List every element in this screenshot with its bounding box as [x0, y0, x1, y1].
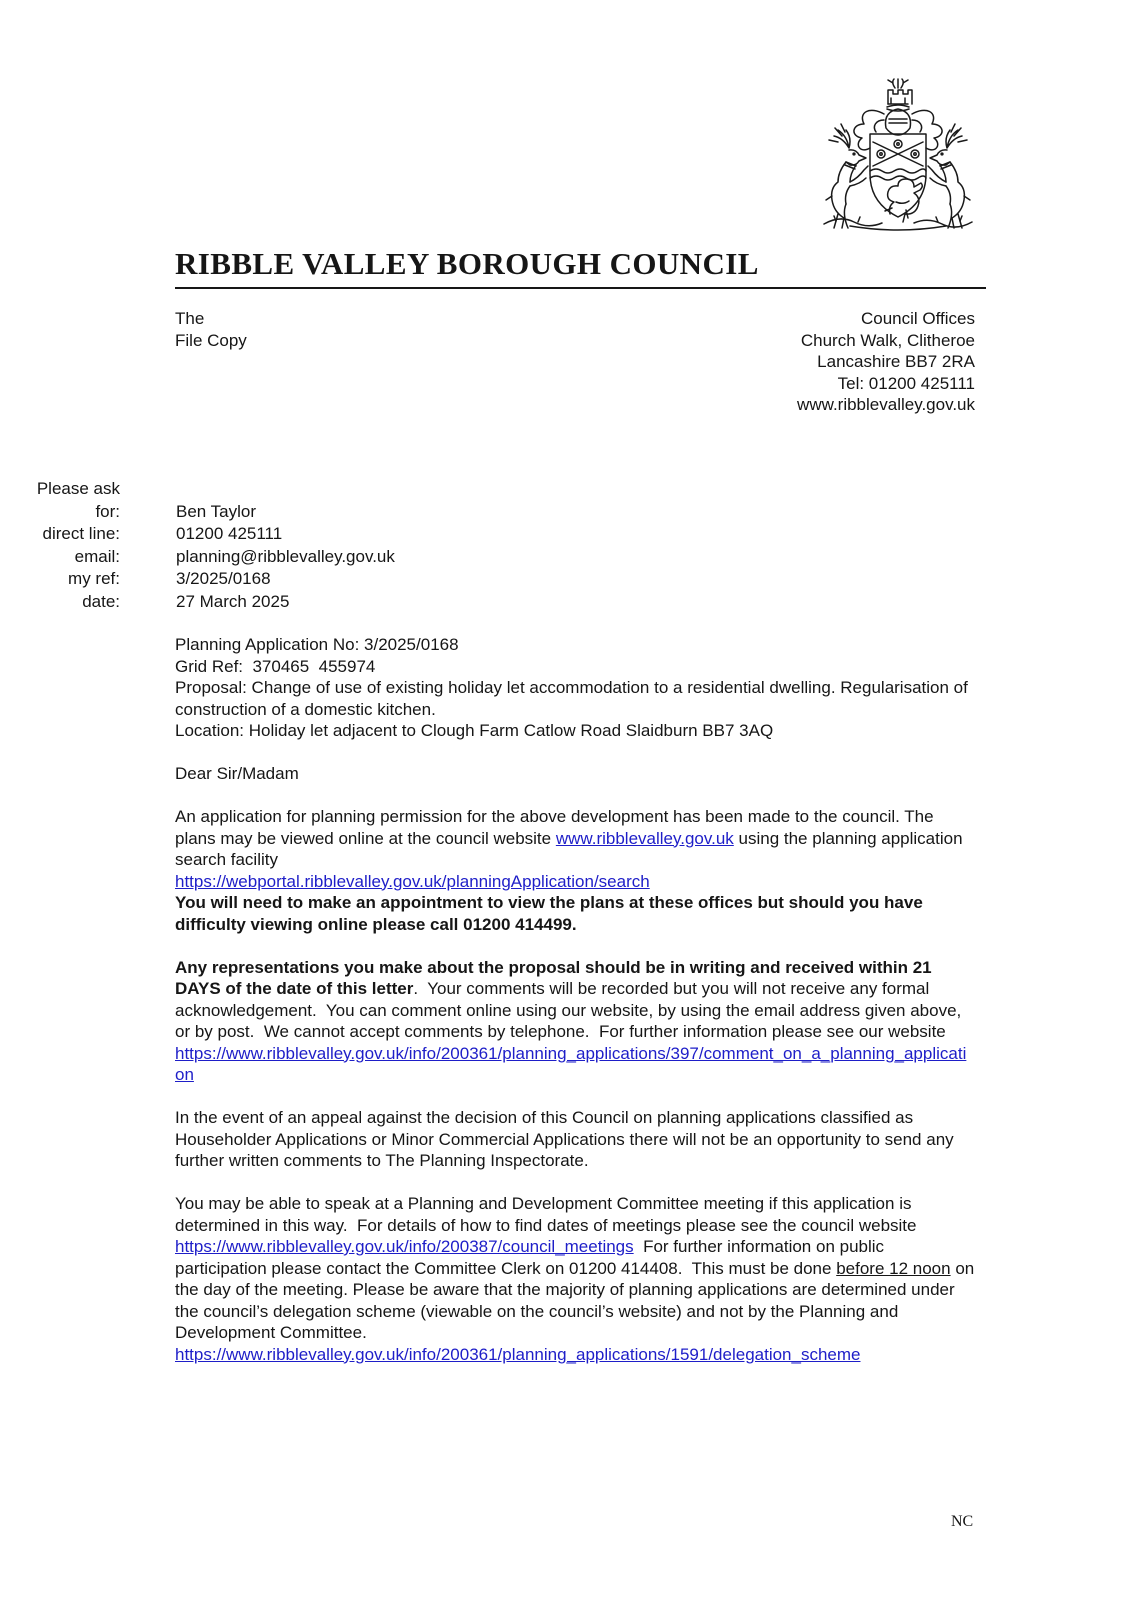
bold-text: You will need to make an appointment to view the plans at these offices but should you have difficulty viewing online please call 01200 414499. [175, 893, 928, 934]
info-label: Please ask [36, 479, 120, 498]
page-title: RIBBLE VALLEY BOROUGH COUNCIL [175, 246, 759, 281]
address-line: www.ribblevalley.gov.uk [797, 395, 975, 415]
paragraph [175, 1107, 975, 1172]
hyperlink[interactable]: www.ribblevalley.gov.uk [555, 828, 734, 848]
address-row [175, 308, 975, 416]
council-crest [792, 74, 1004, 246]
info-value-direct-line: 01200 425111 [176, 524, 283, 544]
info-value-email: planning@ribblevalley.gov.uk [176, 546, 395, 566]
body-text: Proposal: Change of use of existing holiday let accommodation to a residential dwelling. Regularisation of construction of a domestic kitchen. [175, 678, 973, 719]
info-row [30, 591, 395, 614]
info-row [30, 478, 395, 501]
info-label: direct line: [42, 524, 120, 544]
hyperlink[interactable]: https://www.ribblevalley.gov.uk/info/200361/planning_applications/1591/delegation_scheme [175, 1344, 861, 1364]
body-text: on the day of the meeting. Please be aware that the majority of planning applications are determined under the council’s delegation scheme (viewable on the council’s website) and not by the Planning and Development Committee. [175, 1258, 979, 1342]
file-copy-line: The [175, 309, 205, 328]
address-line: Church Walk, Clitheroe [800, 330, 975, 350]
body-text: using the planning application search facility [175, 828, 968, 869]
body-text: Dear Sir/Madam [175, 764, 299, 783]
hyperlink[interactable]: https://www.ribblevalley.gov.uk/info/200361/planning_applications/397/comment_on_a_planning_application [175, 1043, 967, 1084]
file-copy-label [175, 308, 247, 416]
info-label: my ref: [68, 569, 120, 589]
paragraph [175, 957, 975, 1086]
paragraph [175, 763, 975, 785]
paragraph [175, 634, 975, 742]
info-label: email: [74, 546, 120, 566]
paragraph [175, 1193, 979, 1365]
info-row [30, 501, 395, 524]
info-value-date: 27 March 2025 [176, 591, 290, 611]
paragraph [175, 806, 975, 935]
address-line: Lancashire BB7 2RA [817, 352, 975, 372]
body-text: Location: Holiday let adjacent to Clough Farm Catlow Road Slaidburn BB7 3AQ [175, 721, 774, 740]
underlined-text: before 12 noon [836, 1258, 951, 1278]
address-line: Council Offices [860, 309, 975, 328]
info-row [30, 546, 395, 569]
info-row [30, 568, 395, 591]
info-value-contact-name: Ben Taylor [176, 501, 257, 521]
info-label: for: [95, 501, 120, 521]
address-line: Tel: 01200 425111 [837, 373, 975, 393]
letterhead [175, 247, 986, 289]
hyperlink[interactable]: https://www.ribblevalley.gov.uk/info/200387/council_meetings [175, 1237, 634, 1256]
body-text: . Your comments will be recorded but you will not receive any formal acknowledgement. You can comment online using our website, by using the email address given above, or by post. We cannot accept comments by telephone. For further information please see our website [175, 979, 966, 1041]
body-text: An application for planning permission for the above development has been made to the council. The plans may be viewed online at the council website [175, 807, 939, 848]
body-text: Planning Application No: 3/2025/0168 [175, 635, 459, 654]
info-value-my-ref: 3/2025/0168 [176, 569, 271, 589]
body-text: Grid Ref: 370465 455974 [175, 656, 376, 676]
body-text: You may be able to speak at a Planning and Development Committee meeting if this application is determined in this way. For details of how to find dates of meetings please see the council website [175, 1194, 922, 1235]
file-copy-line: File Copy [175, 330, 247, 350]
contact-info [30, 478, 395, 614]
info-row [30, 523, 395, 546]
body-text: For further information on public participation please contact the Committee Clerk on 01200 414408. This must be done [175, 1237, 889, 1278]
letter-body [175, 634, 979, 1387]
body-text: In the event of an appeal against the decision of this Council on planning applications classified as Householder Applications or Minor Commercial Applications there will not be an opportunity to send any further written comments to The Planning Inspectorate. [175, 1108, 959, 1170]
office-address [797, 308, 975, 416]
info-label: date: [82, 591, 120, 611]
hyperlink[interactable]: https://webportal.ribblevalley.gov.uk/planningApplication/search [175, 871, 650, 891]
coat-of-arms-icon [792, 74, 1004, 246]
footer-initials: NC [951, 1513, 974, 1530]
bold-text: Any representations you make about the proposal should be in writing and received within 21 DAYS of the date of this letter [175, 957, 937, 998]
